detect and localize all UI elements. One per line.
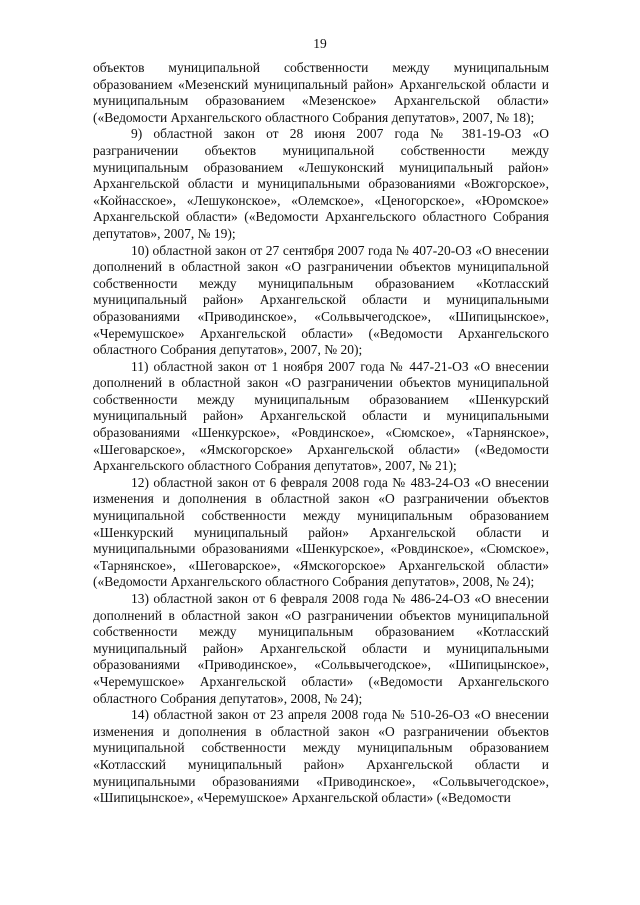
document-body <box>93 60 549 807</box>
paragraph-item-14: 14) областной закон от 23 апреля 2008 года № 510-26-ОЗ «О внесении изменения и дополнения в областной закон «О разграничении объектов муниципальной собственности между муниципальным образованием «Котласский муниципальный район» Архангельской области и муниципальными образованиями «Приводинское», «Сольвычегодское», «Шипицынское», «Черемушское» Архангельской области» («Ведомости <box>93 707 549 806</box>
paragraph-continuation: объектов муниципальной собственности между муниципальным образованием «Мезенский муниципальный район» Архангельской области и муниципальным образованием «Мезенское» Архангельской области» («Ведомости Архангельского областного Собрания депутатов», 2007, № 18); <box>93 60 549 125</box>
paragraph-item-11: 11) областной закон от 1 ноября 2007 года № 447-21-ОЗ «О внесении дополнений в областной закон «О разграничении объектов муниципальной собственности между муниципальным образованием «Шенкурский муниципальный район» Архангельской области и муниципальными образованиями «Шенкурское», «Ровдинское», «Сюмское», «Тарнянское», «Шеговарское», «Ямскогорское» Архангельской области» («Ведомости Архангельского областного Собрания депутатов», 2007, № 21); <box>93 358 549 474</box>
paragraph-item-10: 10) областной закон от 27 сентября 2007 года № 407-20-ОЗ «О внесении дополнений в областной закон «О разграничении объектов муниципальной собственности между муниципальным образованием «Котласский муниципальный район» Архангельской области и муниципальными образованиями «Приводинское», «Сольвычегодское», «Шипицынское», «Черемушское» Архангельской области» («Ведомости Архангельского областного Собрания депутатов», 2007, № 20); <box>93 242 549 358</box>
paragraph-item-12: 12) областной закон от 6 февраля 2008 года № 483-24-ОЗ «О внесении изменения и дополнения в областной закон «О разграничении объектов муниципальной собственности между муниципальным образованием «Шенкурский муниципальный район» Архангельской области и муниципальными образованиями «Шенкурское», «Ровдинское», «Сюмское», «Тарнянское», «Шеговарское», «Ямскогорское» Архангельской области» («Ведомости Архангельского областного Собрания депутатов», 2008, № 24); <box>93 474 549 590</box>
page-number: 19 <box>313 36 327 51</box>
paragraph-item-13: 13) областной закон от 6 февраля 2008 года № 486-24-ОЗ «О внесении дополнений в областной закон «О разграничении объектов муниципальной собственности между муниципальным образованием «Котласский муниципальный район» Архангельской области и муниципальными образованиями «Приводинское», «Сольвычегодское», «Шипицынское», «Черемушское» Архангельской области» («Ведомости Архангельского областного Собрания депутатов», 2008, № 24); <box>93 591 549 706</box>
paragraph-item-9: 9) областной закон от 28 июня 2007 года № 381-19-ОЗ «О разграничении объектов муниципальной собственности между муниципальным образованием «Лешуконский муниципальный район» Архангельской области и муниципальными образованиями «Вожгорское», «Койнасское», «Лешуконское», «Олемское», «Ценогорское», «Юромское» Архангельской области» («Ведомости Архангельского областного Собрания депутатов», 2007, № 19); <box>93 126 549 241</box>
